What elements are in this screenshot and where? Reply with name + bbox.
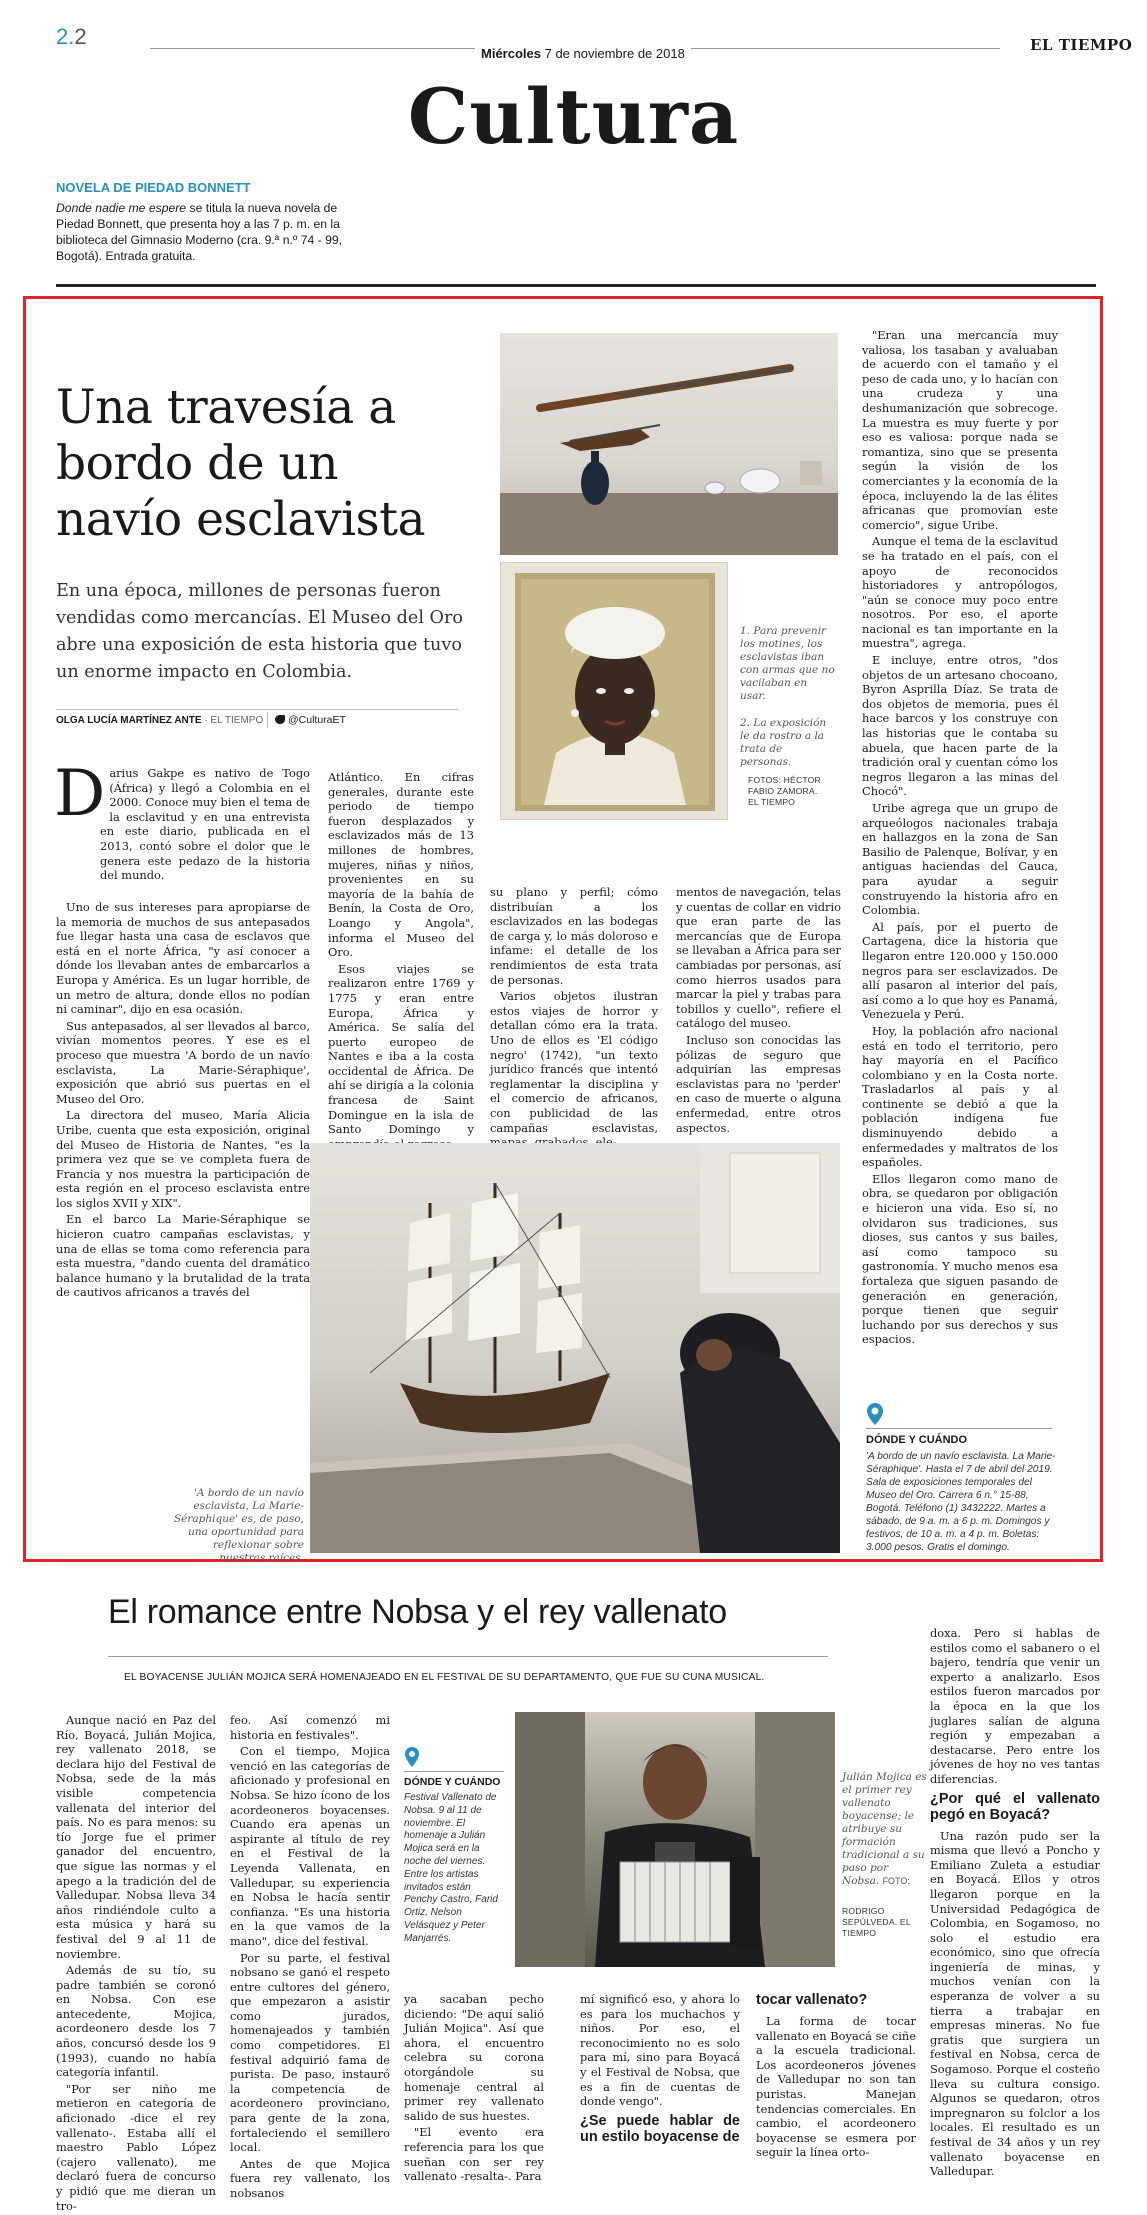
article2-subhead-1b: tocar vallenato?: [756, 1992, 868, 2008]
article2-subhead-1: ¿Se puede hablar de un estilo boyacense de: [580, 2112, 740, 2145]
drop-cap: D: [54, 757, 106, 831]
ship-photo-caption: 'A bordo de un navío esclavista, La Marie-Séraphique' es, de paso, una oportunidad para reflexionar sobre nuestras raíces.: [173, 1487, 304, 1564]
article-column-5: "Eran una mercancía muy valiosa, los tasaban y avaluaban de acuerdo con el tamaño y el peso de cada uno, y lo hacían con una crudeza y una deshumanización que sobrecoge. La muestra es muy fuerte y por eso es valiosa: porque nada se romantiza, sino que se presenta según la visión de los comerciantes y la economía de la época, incluyendo la de las élites africanas que promovían este comercio", sigue Uribe. Aunque el tema de la esclavitud se ha tratado en el país, con el apoyo de reconocidos historiadores y antropólogos, "aún se conoce muy poco entre nosotros. Por eso, el aporte nacional es tan importante en la muestra", agrega. E incluye, entre otros, "dos objetos de un artesano chocoano, Byron Asprilla Díaz. Se trata de dos objetos de memoria, pues él hace barcos y los construye con las historias que le contaba su abuela, que hacen parte de la tradición oral y cuentan cómo los negros llegaron a las minas del Chocó". Uribe agrega que un grupo de arqueólogos nacionales trabaja en hallazgos en la zona de San Basilio de Palenque, Bolívar, y en antiguas haciendas del Cauca, para ayudar a seguir construyendo la historia afro en Colombia. Al país, por el puerto de Cartagena, dice la historia que llegaron entre 120.000 y 150.000 negros para ser esclavizados. De allí pasaron al interior del país, así como a lo que hoy es Panamá, Venezuela y Perú. Hoy, la población afro nacional está en todo el territorio, pero hay mayoría en el Pacífico colombiano y en la Costa norte. Trasladarlos al país y al continente se debió a que la población indígena fue disminuyendo debido a enfermedades y maltratos de los españoles. Ellos llegaron como mano de obra, se quedaron por obligación e hicieron una vida. Eso sí, no olvidaron sus tradiciones, sus dioses, sus cantos y sus bailes, así como tampoco su gastronomía. Y mucho menos esa fortaleza que siguen pasando de generación en generación, porque tienen que seguir luchando por sus derechos y sus espacios.: [862, 328, 1058, 1347]
twitter-icon: [275, 715, 285, 724]
article2-column-f: doxa. Pero si hablas de estilos como el sabanero o el bajero, tendría que venir un experto a analizarlo. Esos estilos fueron marcados por la época en la que los juglares salían de alguna región y empezaban a destacarse. Pero entre los jóvenes de hoy no ves tantas diferencias. ¿Por qué el vallenato pegó en Boyacá? Una razón pudo ser la misma que llevó a Poncho y Emiliano Zuleta a estudiar en Boyacá. Ellos y otros llegaron porque en la Universidad Pedagógica de Colombia, en Sogamoso, no solo el estudio era económico, sino que ofrecía ingeniería de minas, y muchos venían con la esperanza de volver a su tierra a trabajar en empresas mineras. No fue gratis que surgiera un festival en Nobsa, cerca de Sogamoso. Porque el costeño lleva su cultura consigo. Algunos se quedaron, otros impregnaron su folclor a los locales. El resultado es un festival de 34 años y un rey vallenato boyacense en Valledupar.: [930, 1626, 1100, 2179]
article-column-4: mentos de navegación, telas y cuentas de collar en vidrio que eran parte de las mercancías que de Europa se llevaban a África para ser cambiadas por personas, así como hierros usados para marcar la piel y trabas para tobillos y cuello", refiere el catálogo del museo. Incluso son conocidas las pólizas de seguro que adquirían las empresas esclavistas para no 'perder' en caso de muerte o alguna enfermedad, entre otros aspectos.: [676, 885, 842, 1135]
article2-subhead-2: ¿Por qué el vallenato pegó en Boyacá?: [930, 1790, 1100, 1823]
location-pin-icon: [866, 1402, 884, 1430]
article-column-2: Atlántico. En cifras generales, durante este periodo de tiempo fueron desplazados y esclavizados más de 13 millones de hombres, mujeres, niñas y niños, provenientes en su mayoría de la bahía de Benín, la Costa de Oro, Loango y Angola", informa el Museo del Oro. Esos viajes se realizaron entre 1769 y 1775 y eran entre Europa, África y América. Se salía del puerto europeo de Nantes e iba a la costa occidental de África. De ahí se dirigía a la colonia francesa de Saint Domingue en la isla de Santo Domingo y: [328, 770, 474, 1137]
header-date: Miércoles 7 de noviembre de 2018: [475, 46, 691, 61]
article-headline: Una travesía a bordo de un navío esclavista: [56, 380, 426, 547]
byline-divider: [267, 712, 268, 728]
article-dek: En una época, millones de personas fueron vendidas como mercancías. El Museo del Oro abre una exposición de esta historia que tuvo un enorme impacto en Colombia.: [56, 581, 463, 682]
photo-credit: FOTOS: HÉCTOR FABIO ZAMORA. EL TIEMPO: [748, 775, 821, 807]
byline: OLGA LUCÍA MARTÍNEZ ANTE · EL TIEMPO: [56, 715, 264, 726]
photo-ship-model: [310, 1143, 840, 1553]
article-column-1: Darius Gakpe es nativo de Togo (África) y llegó a Colombia en el 2000. Conoce muy bien el tema de la esclavitud y en una entrevista en este diario, publicada en el 2013, contó sobre el dolor que le genera este pedazo de la historia del mundo.: [54, 757, 310, 883]
info2-body: Festival Vallenato de Nobsa. 9 al 11 de noviembre. El homenaje a Julián Mojica será en la noche del viernes. Entre los artistas invitados están Penchy Castro, Farid Ortiz, Nelson Velásquez y Peter Manjarrés.: [404, 1792, 498, 1944]
info-box-title: DÓNDE Y CUÁNDO: [866, 1434, 968, 1446]
musician-accordion-image: [515, 1712, 835, 1967]
page-number: 2.2: [56, 24, 87, 49]
info-rule: [866, 1428, 1052, 1429]
article2-column-d: mí significó eso, y ahora lo es para los muchachos y niños. Por eso, el reconocimiento no es solo para mí, sino para Boyacá y el Festival de Nobsa, que es a fin de cuentas de donde vengo". ¿Se puede hablar de un estilo boyacense de: [580, 1992, 740, 2145]
article2-dek: EL BOYACENSE JULIÁN MOJICA SERÁ HOMENAJEADO EN EL FESTIVAL DE SU DEPARTAMENTO, QUE FUE SU CUNA MUSICAL.: [124, 1672, 765, 1683]
article2-column-c: ya sacaban pecho diciendo: "De aquí salió Julián Mojica". Así que ahora, el encuentro celebra su corona otorgándole su homenaje central al primer rey vallenato salido de sus huestes. "El evento era referencia para los que sueñan con ser rey vallenato -resalta-. Para: [404, 1992, 544, 2184]
photo-musician: [515, 1712, 835, 1967]
photo-portrait: [500, 562, 728, 820]
musician-caption: Julián Mojica es el primer rey vallenato boyacense; le atribuye su formación tradicional a su paso por Nobsa. FOTO:: [842, 1771, 927, 1887]
brand-logo: EL TIEMPO: [1030, 36, 1133, 54]
section-title: Cultura: [407, 72, 740, 161]
article-column-1b: Uno de sus intereses para apropiarse de la memoria de muchos de sus antepasados fue llegar hasta una casa de esclavos que está en el norte África, "y así conocer a dónde los llevaban antes de embarcarlos a Europa y América. Es un lugar horrible, de un metro de altura, donde ellos no podían ni caminar", dijo en esa ocasión. Sus antepasados, al ser llevados al barco, vivían momentos peores. Y ese es el proceso que muestra 'A bordo de un navío esclavista, La Marie-Séraphique', exposición que abrió sus puertas en el Museo del Oro. La directora del museo, María Alicia Uribe, cuenta que esta exposición, original del Museo de Historia de Nantes, "es la primera vez que se ve completa fuera de Francia y nos muestra la participación de esta región en el proceso esclavista entre los siglos XVII y XIX". En el barco La Marie-Séraphique se hicieron cuatro campañas esclavistas, y una de ellas se toma como referencia para esta muestra, "dando cuenta del dramático balance humano y la brutalidad de la trata de cautivos africanos a través del: [56, 900, 310, 1300]
section-divider: [56, 284, 1096, 287]
location-pin-icon-2: [404, 1746, 420, 1772]
article2-column-e: tocar vallenato? La forma de tocar vallenato en Boyacá se ciñe a la escuela tradicional. Los acordeoneros jóvenes de Valledupar no son tan puristas. Manejan tendencias comerciales. En cambio, el acordeonero boyacense se esmera por seguir la línea orto-: [756, 1992, 916, 2160]
promo-body: Donde nadie me espere se titula la nueva novela de Piedad Bonnett, que presenta hoy a las 7 p. m. en la biblioteca del Gimnasio Moderno (cra. 9.ª n.º 74 - 99, Bogotá). Entrada gratuita.: [56, 201, 343, 263]
info2-title: DÓNDE Y CUÁNDO: [404, 1776, 501, 1788]
info-box-body: 'A bordo de un navío esclavista. La Marie-Séraphique'. Hasta el 7 de abril del 2019. Sala de exposiciones temporales del Museo del Oro. Carrera 6 n.° 15-88, Bogotá. Teléfono (1) 3432222. Martes a sábado, de 9 a. m. a 6 p. m. Domingos y festivos, de 10 a. m. a 4 p. m. Boletas: 3.000 pesos. Gratis el domingo.: [866, 1451, 1056, 1553]
weapons-display-image: [500, 333, 838, 555]
article2-column-b: feo. Así comenzó mi historia en festivales". Con el tiempo, Mojica venció en las categorías de aficionado y profesional en Nobsa. Se hizo ícono de los acordeoneros boyacenses. Cuando era apenas un aspirante al título de rey en el Festival de la Leyenda Vallenata, en Valledupar, su experiencia en Nobsa le hacía sentir confianza. "Es una historia en la que vamos de la mano", dice del festival. Por su parte, el festival nobsano se ganó el respeto entre cultores del género, que empezaron a asistir como jurados, homenajeados y también como competidores. El festival adquirió fama de purista. De paso, instauró la competencia de acordeonero provinciano, para gente de la zona, fortaleciendo el semillero local. Antes de que Mojica fuera rey vallenato, los nobsanos: [230, 1713, 390, 2200]
promo-title: NOVELA DE PIEDAD BONNETT: [56, 180, 251, 195]
portrait-painting-image: [501, 563, 728, 820]
article2-rule: [108, 1656, 828, 1657]
info2-rule: [404, 1771, 504, 1772]
ship-model-image: [310, 1143, 840, 1553]
article-column-3: su plano y perfil; cómo distribuían a los esclavizados en las bodegas de carga y, lo más doloroso e infame: el detalle de los rendimientos de esta trata de personas. Varios objetos ilustran estos viajes de horror y detallan cómo era la trata. Uno de ellos es 'El código negro' (1742), "un texto jurídico francés que intentó reglamentar la disciplina y el comercio de africanos, con publicidad de las campañas esclavistas,: [490, 885, 658, 1135]
article2-headline: El romance entre Nobsa y el rey vallenato: [108, 1593, 727, 1631]
photo-weapons: [500, 333, 838, 555]
twitter-handle[interactable]: @CulturaET: [275, 714, 346, 726]
byline-rule: [56, 709, 458, 710]
photo-caption-2: 2. La exposición le da rostro a la trata de personas.: [740, 717, 827, 768]
photo-caption-1: 1. Para prevenir los motines, los esclavistas iban con armas que no vacilaban en usar.: [740, 625, 835, 702]
article2-column-a: Aunque nació en Paz del Río, Boyacá, Julián Mojica, rey vallenato 2018, se declara hijo del Festival de Nobsa, sede de la más visible competencia vallenata del interior del país. No es para menos: su tío Jorge fue el primer ganador del encuentro, que sigue las normas y el apego a la tradición del de Valledupar. Nobsa lleva 34 años rindiéndole culto a esta música y hará su festival del 9 al 11 de noviembre. Además de su tío, su padre también se coronó en Nobsa. Con ese antecedente, Mojica, acordeonero desde los 7 años, concursó desde los 9 (1993), cuando no había categoría infantil. "Por ser niño me metieron en categoría de aficionado -dice el rey vallenato-. Estaba allí el maestro Pablo López (cajero vallenato), me declaró fuera de concurso y pidió que me dieran un tro-: [56, 1713, 216, 2213]
musician-credit: RODRIGO SEPÚLVEDA. EL TIEMPO: [842, 1906, 911, 1938]
